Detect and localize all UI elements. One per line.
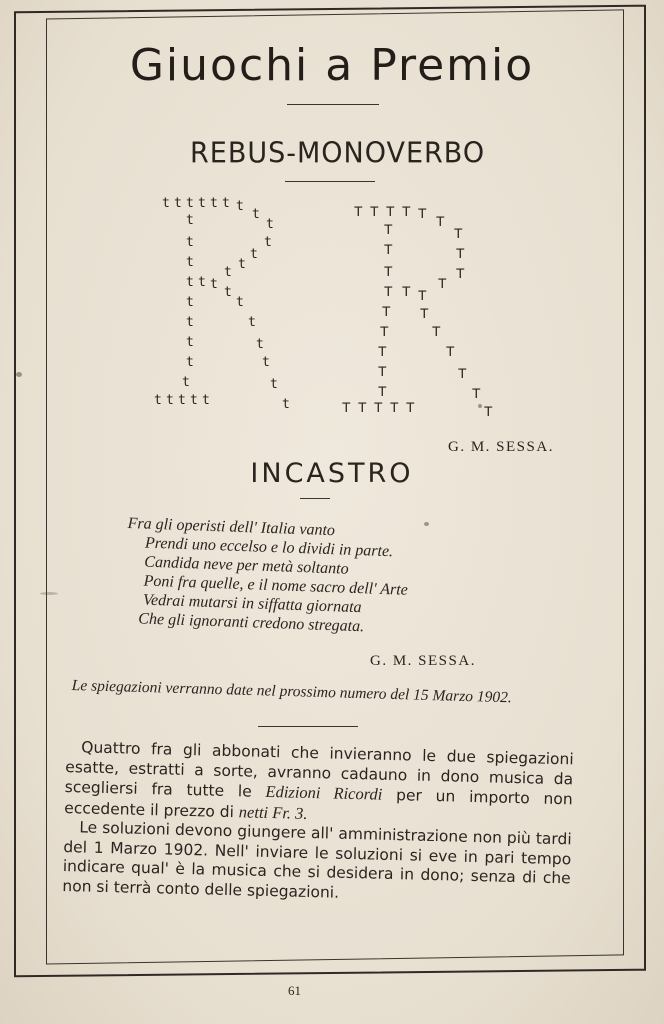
rebus-small-t: t xyxy=(186,295,194,310)
rebus-small-t: t xyxy=(202,393,210,408)
prize-rules xyxy=(62,738,574,908)
rebus-capital-t: T xyxy=(382,303,391,319)
rebus-capital-t: T xyxy=(380,323,389,339)
rebus-capital-t: T xyxy=(378,343,387,359)
rebus-small-t: t xyxy=(166,393,174,408)
page-title: Giuochi a Premio xyxy=(129,40,535,91)
rebus-capital-t: T xyxy=(370,203,379,219)
poem-line: Fra gli operisti dell' Italia vanto xyxy=(127,514,336,540)
rebus-capital-t: T xyxy=(384,283,393,299)
rebus-capital-t: T xyxy=(402,203,411,219)
rebus-small-t: t xyxy=(174,196,182,211)
poem-line: Vedrai mutarsi in siffatta giornata xyxy=(142,591,362,617)
rebus-small-t: t xyxy=(162,196,170,211)
rebus-small-t: t xyxy=(256,337,264,352)
rebus-capital-t: T xyxy=(436,213,445,229)
rebus-small-t: t xyxy=(186,335,194,350)
rebus-puzzle xyxy=(0,0,664,440)
rebus-small-t: t xyxy=(198,196,206,211)
incastro-poem xyxy=(124,514,548,643)
divider xyxy=(258,726,358,727)
rebus-capital-t: T xyxy=(432,323,441,339)
rules-paragraph: Quattro fra gli abbonati che invieranno le due spiegazioni esatte, estratti a sorte, avranno cadauno in dono musica da scegliersi fra tutte le Edizioni Ricordi per un importo non eccedente il prezzo di netti Fr. 3. xyxy=(64,738,574,823)
rebus-capital-t: T xyxy=(418,205,427,221)
poem-line: Che gli ignoranti credono stregata. xyxy=(138,610,365,636)
rebus-capital-t: T xyxy=(420,305,429,321)
rebus-small-t: t xyxy=(186,255,194,270)
rebus-capital-t: T xyxy=(342,399,351,415)
ink-spot xyxy=(40,592,58,595)
rebus-capital-t: T xyxy=(384,241,393,257)
rebus-small-t: t xyxy=(210,277,218,292)
rebus-small-t: t xyxy=(270,377,278,392)
rebus-capital-t: T xyxy=(456,265,465,281)
rebus-capital-t: T xyxy=(472,385,481,401)
rebus-capital-t: T xyxy=(418,287,427,303)
rebus-small-t: t xyxy=(186,355,194,370)
rebus-capital-t: T xyxy=(354,203,363,219)
rebus-small-t: t xyxy=(224,265,232,280)
rebus-small-t: t xyxy=(186,235,194,250)
ink-spot xyxy=(424,522,429,526)
rebus-small-t: t xyxy=(282,397,290,412)
rebus-small-t: t xyxy=(182,375,190,390)
incastro-author: G. M. SESSA. xyxy=(370,653,476,669)
poem-line: Prendi uno eccelso e lo dividi in parte. xyxy=(144,534,394,561)
explanation-note: Le spiegazioni verranno date nel prossimo numero del 15 Marzo 1902. xyxy=(71,676,512,707)
rebus-small-t: t xyxy=(154,393,162,408)
rebus-capital-t: T xyxy=(374,399,383,415)
divider xyxy=(300,498,330,499)
page-number: 61 xyxy=(288,983,301,998)
rebus-capital-t: T xyxy=(446,343,455,359)
rebus-small-t: t xyxy=(262,355,270,370)
rebus-small-t: t xyxy=(198,275,206,290)
rebus-small-t: t xyxy=(250,247,258,262)
rebus-capital-t: T xyxy=(484,403,493,419)
rebus-capital-t: T xyxy=(438,275,447,291)
rebus-small-t: t xyxy=(178,393,186,408)
rebus-capital-t: T xyxy=(358,399,367,415)
rebus-small-t: t xyxy=(238,257,246,272)
rebus-capital-t: T xyxy=(390,399,399,415)
rebus-capital-t: T xyxy=(454,225,463,241)
rebus-capital-t: T xyxy=(384,221,393,237)
rebus-small-t: t xyxy=(264,235,272,250)
rebus-small-t: t xyxy=(224,285,232,300)
ink-spot xyxy=(16,372,22,377)
rebus-small-t: t xyxy=(266,217,274,232)
ink-spot xyxy=(478,404,482,408)
rebus-small-t: t xyxy=(186,213,194,228)
rebus-capital-t: T xyxy=(458,365,467,381)
rebus-small-t: t xyxy=(222,196,230,211)
poem-line: Candida neve per metà soltanto xyxy=(144,553,349,578)
incastro-heading: INCASTRO xyxy=(250,458,414,489)
rebus-capital-t: T xyxy=(378,383,387,399)
rebus-capital-t: T xyxy=(456,245,465,261)
rebus-small-t: t xyxy=(186,275,194,290)
rebus-capital-t: T xyxy=(378,363,387,379)
poem-line: Poni fra quelle, e il nome sacro dell' Arte xyxy=(143,572,409,599)
rebus-small-t: t xyxy=(248,315,256,330)
rebus-small-t: t xyxy=(236,295,244,310)
rebus-small-t: t xyxy=(186,196,194,211)
rebus-capital-t: T xyxy=(386,203,395,219)
rebus-small-t: t xyxy=(190,393,198,408)
rebus-small-t: t xyxy=(186,315,194,330)
rebus-heading: REBUS-MONOVERBO xyxy=(190,137,486,170)
rebus-capital-t: T xyxy=(402,283,411,299)
rebus-small-t: t xyxy=(252,207,260,222)
rebus-small-t: t xyxy=(236,199,244,214)
rebus-capital-t: T xyxy=(406,399,415,415)
rules-paragraph: Le soluzioni devono giungere all' amministrazione non più tardi del 1 Marzo 1902. Nell' inviare le soluzioni si eve in pari tempo indicare qual' è la musica che si desidera in dono; senza di che non si terrà conto delle spiegazioni. xyxy=(62,818,572,902)
rebus-small-t: t xyxy=(210,196,218,211)
rebus-capital-t: T xyxy=(384,263,393,279)
rebus-author: G. M. SESSA. xyxy=(448,439,554,455)
